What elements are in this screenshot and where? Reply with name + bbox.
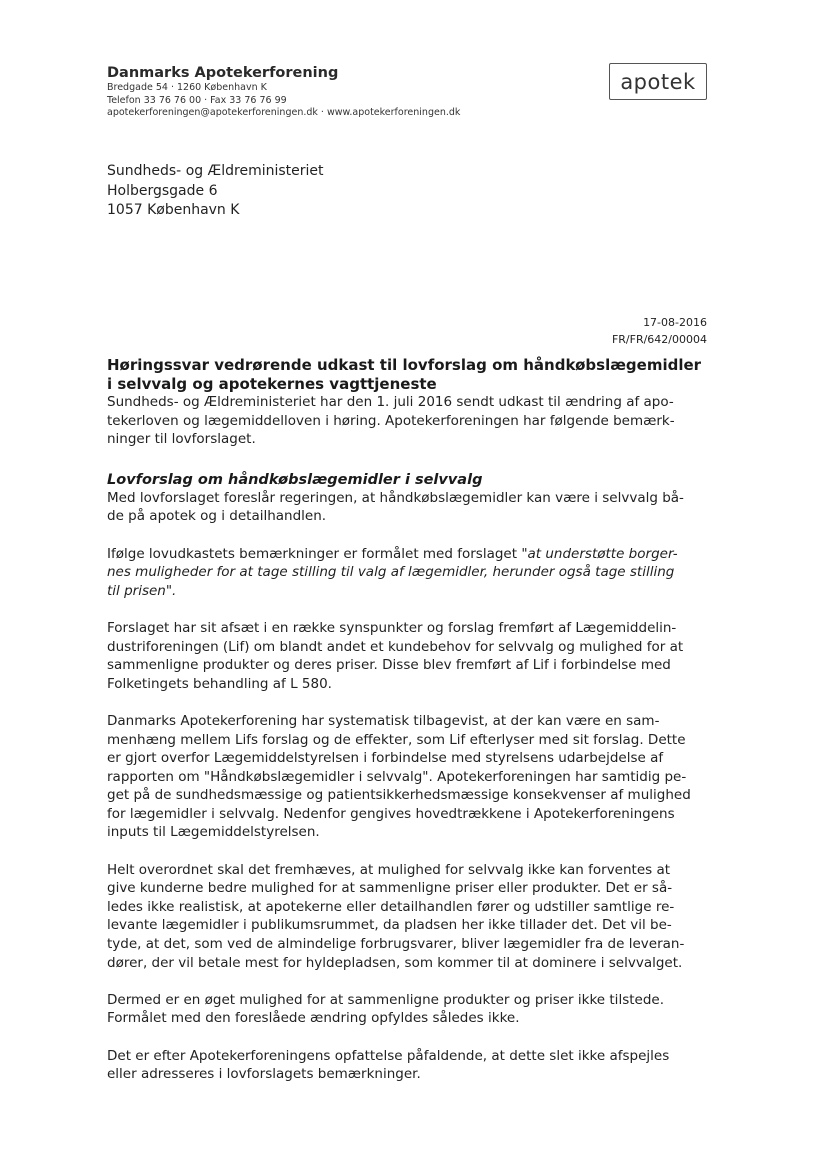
organization-phone-fax: Telefon 33 76 76 00 · Fax 33 76 76 99 (107, 94, 287, 106)
recipient-name: Sundheds- og Ældreministeriet (107, 163, 324, 179)
letter-body (107, 356, 707, 1084)
text-line: ninger til lovforslaget. (107, 431, 256, 448)
section-heading: Lovforslag om håndkøbslægemidler i selvvalg (107, 471, 483, 488)
organization-address: Bredgade 54 · 1260 København K (107, 82, 267, 93)
text-line: eller adresseres i lovforslagets bemærkninger. (107, 1066, 421, 1083)
text-line: sammenligne produkter og deres priser. Disse blev fremført af Lif i forbindelse med (107, 657, 671, 674)
text-line: for lægemidler i selvvalg. Nedenfor gengives hovedtrækkene i Apotekerforeningens (107, 805, 675, 822)
text-line: Dermed er en øget mulighed for at sammenligne produkter og priser ikke tilstede. (107, 991, 664, 1008)
document-date: 17-08-2016 (643, 316, 707, 329)
document-reference: FR/FR/642/00004 (611, 333, 707, 346)
text-line: dustriforeningen (Lif) om blandt andet et kundebehov for selvvalg og mulighed for at (107, 638, 684, 655)
text-line: tekerloven og lægemiddelloven i høring. Apotekerforeningen har følgende bemærk- (107, 412, 675, 429)
text-line: rapporten om "Håndkøbslægemidler i selvvalg". Apotekerforeningen har samtidig pe- (107, 768, 687, 785)
text-line: Folketingets behandling af L 580. (107, 675, 332, 692)
text-line: de på apotek og i detailhandlen. (107, 508, 327, 525)
letterhead (107, 64, 460, 120)
paragraph-7 (107, 1047, 707, 1084)
quoted-purpose: "at understøtte borger- (521, 545, 678, 562)
intro-paragraph (107, 393, 707, 449)
quoted-purpose: til prisen". (107, 582, 177, 599)
text-line: ledes ikke realistisk, at apotekerne eller detailhandlen fører og udstiller samtlige re- (107, 898, 675, 915)
text-line: get på de sundhedsmæssige og patientsikkerhedsmæssige konsekvenser af mulighed (107, 787, 691, 804)
recipient-address (107, 162, 324, 221)
organization-contact: apotekerforeningen@apotekerforeningen.dk · www.apotekerforeningen.dk (107, 107, 461, 118)
text-line: Sundheds- og Ældreministeriet har den 1. juli 2016 sendt udkast til ændring af apo- (107, 394, 674, 410)
text-line: Helt overordnet skal det fremhæves, at mulighed for selvvalg ikke kan forventes at (107, 861, 671, 878)
quoted-purpose: nes muligheder for at tage stilling til valg af lægemidler, herunder også tage stilling (107, 564, 675, 581)
organization-name: Danmarks Apotekerforening (107, 65, 339, 81)
text-line: dører, der vil betale mest for hyldepladsen, som kommer til at dominere i selvvalget. (107, 954, 683, 971)
paragraph-6 (107, 991, 707, 1028)
recipient-street: Holbergsgade 6 (107, 182, 218, 199)
paragraph-4 (107, 712, 707, 842)
paragraph-3 (107, 619, 707, 693)
document-title-line: i selvvalg og apotekernes vagttjeneste (107, 374, 437, 393)
text-line: levante lægemidler i publikumsrummet, da pladsen her ikke tillader det. Det vil be- (107, 917, 672, 934)
text-line: Det er efter Apotekerforeningens opfattelse påfaldende, at dette slet ikke afspejles (107, 1047, 670, 1064)
text-line: er gjort overfor Lægemiddelstyrelsen i forbindelse med styrelsens udarbejdelse af (107, 750, 664, 767)
document-title-line: Høringssvar vedrørende udkast til lovforslag om håndkøbslægemidler (107, 356, 702, 374)
document-title (107, 356, 707, 393)
paragraph-1 (107, 489, 707, 526)
recipient-city: 1057 København K (107, 202, 240, 218)
text-line: Forslaget har sit afsæt i en række synspunkter og forslag fremført af Lægemiddelin- (107, 619, 677, 636)
text-line: menhæng mellem Lifs forslag og de effekter, som Lif efterlyser med sit forslag. Dette (107, 731, 686, 748)
text-line: inputs til Lægemiddelstyrelsen. (107, 824, 320, 841)
paragraph-5 (107, 861, 707, 973)
text-line: Formålet med den foreslåede ændring opfyldes således ikke. (107, 1010, 520, 1027)
paragraph-2 (107, 545, 707, 601)
text-line: give kunderne bedre mulighed for at sammenligne priser eller produkter. Det er så- (107, 880, 673, 897)
text-line: tyde, at det, som ved de almindelige forbrugsvarer, bliver lægemidler fra de leveran- (107, 936, 685, 953)
text-line: Danmarks Apotekerforening har systematisk tilbagevist, at der kan være en sam- (107, 712, 660, 729)
text-line: Ifølge lovudkastets bemærkninger er formålet med forslaget (107, 545, 522, 562)
text-line: Med lovforslaget foreslår regeringen, at håndkøbslægemidler kan være i selvvalg bå- (107, 489, 684, 506)
apotek-logo (609, 63, 707, 100)
document-meta (612, 314, 707, 348)
logo-text: apotek (620, 69, 696, 94)
